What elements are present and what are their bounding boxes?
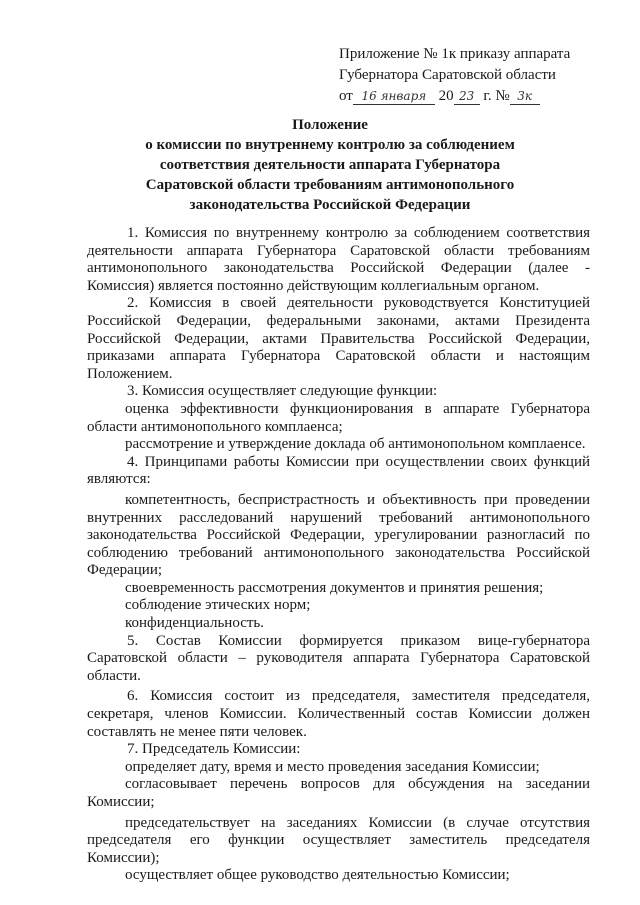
paragraph: согласовывает перечень вопросов для обсуждения на заседании Комиссии;	[87, 776, 590, 810]
number-label: г. №	[483, 88, 510, 104]
appendix-header	[339, 44, 609, 107]
appendix-line-1: Приложение № 1к приказу аппарата	[339, 46, 571, 62]
handwritten-date: 16 января	[353, 89, 435, 105]
title-line-2: о комиссии по внутреннему контролю за соблюдением	[145, 137, 515, 153]
title-line-4: Саратовской области требованиям антимонопольного	[145, 177, 515, 193]
paragraph: рассмотрение и утверждение доклада об антимонопольном комплаенсе.	[125, 436, 586, 453]
handwritten-year: 23	[454, 89, 480, 105]
paragraph: 2. Комиссия в своей деятельности руководствуется Конституцией Российской Федерации, федеральными законами, актами Президента Российской Федерации, актами Правительства Российской Федерации, приказами аппарата Губернатора Саратовской области и настоящим Положением.	[87, 295, 590, 382]
paragraph: 6. Комиссия состоит из председателя, заместителя председателя, секретаря, членов Комиссии. Количественный состав Комиссии должен составлять не менее пяти человек.	[87, 688, 590, 740]
document-body	[87, 225, 590, 885]
paragraph: 1. Комиссия по внутреннему контролю за соблюдением соответствия деятельности аппарата Губернатора Саратовской области требованиям антимонопольного законодательства Российской Федерации (далее - Комиссия) является постоянно действующим коллегиальным органом.	[87, 225, 590, 294]
paragraph: своевременность рассмотрения документов и принятия решения;	[125, 579, 544, 596]
paragraph: компетентность, беспристрастность и объективность при проведении внутренних расследований нарушений требований антимонопольного законодательства Российской Федерации, урегулировании разногласий по соблюдению требований антимонопольного законодательства Российской Федерации;	[87, 491, 590, 579]
appendix-date-line	[339, 86, 609, 107]
paragraph: председательствует на заседаниях Комиссии (в случае отсутствия председателя его функции осуществляет заместитель председателя Комиссии);	[87, 814, 590, 866]
paragraph: оценка эффективности функционирования в аппарате Губернатора области антимонопольного комплаенса;	[87, 400, 590, 435]
title-line-3: соответствия деятельности аппарата Губернатора	[159, 157, 501, 173]
from-label: от	[339, 88, 353, 104]
paragraph: 3. Комиссия осуществляет следующие функции:	[127, 383, 438, 400]
paragraph: 5. Состав Комиссии формируется приказом вице-губернатора Саратовской области – руководителя аппарата Губернатора Саратовской области.	[87, 632, 590, 684]
paragraph: 4. Принципами работы Комиссии при осуществлении своих функций являются:	[87, 453, 590, 488]
document-title	[80, 115, 580, 215]
paragraph: определяет дату, время и место проведения заседания Комиссии;	[125, 758, 540, 775]
title-line-5: законодательства Российской Федерации	[189, 197, 471, 213]
paragraph: 7. Председатель Комиссии:	[127, 741, 301, 758]
year-prefix: 20	[438, 88, 454, 104]
handwritten-number: 3к	[510, 89, 540, 105]
title-line-1: Положение	[292, 117, 368, 133]
paragraph: осуществляет общее руководство деятельностью Комиссии;	[125, 867, 510, 884]
paragraph: соблюдение этических норм;	[125, 597, 311, 614]
paragraph: конфиденциальность.	[125, 615, 264, 632]
appendix-line-2: Губернатора Саратовской области	[339, 67, 556, 83]
